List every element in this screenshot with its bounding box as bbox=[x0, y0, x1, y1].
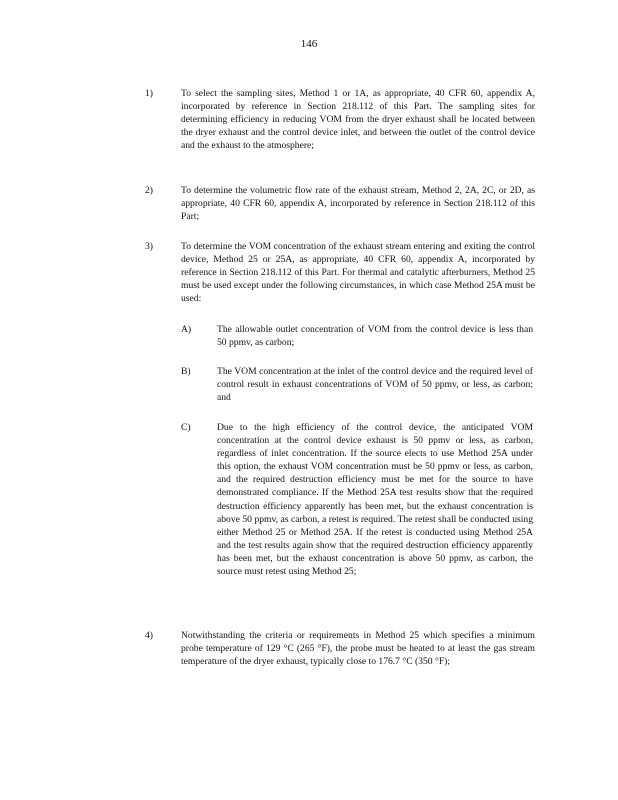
sub-item-c bbox=[181, 421, 533, 578]
list-item-4 bbox=[145, 629, 535, 668]
sub-item-text: Due to the high efficiency of the control device, the anticipated VOM concentration at the control device exhaust is 50 ppmv or less, as carbon, regardless of inlet concentration. If the source elects to use Method 25A under this option, the exhaust VOM concentration must be 50 ppmv or less, as carbon, and the required destruction efficiency must be met for the source to have demonstrated compliance. If the Method 25A test results show that the required destruction efficiency apparently has been met, but the exhaust concentration is above 50 ppmv, as carbon, a retest is required. The retest shall be conducted using either Method 25 or Method 25A. If the retest is conducted using Method 25A and the test results again show that the required destruction efficiency apparently has been met, but the exhaust concentration is above 50 ppmv, as carbon, the source must retest using Method 25; bbox=[217, 422, 533, 578]
item-text: Notwithstanding the criteria or requirements in Method 25 which specifies a minimum probe temperature of 129 °C (265 °F), the probe must be heated to at least the gas stream temperature of the dryer exhaust, typically close to 176.7 °C (350 °F); bbox=[181, 630, 535, 668]
item-number: 4) bbox=[145, 630, 153, 641]
item-number: 2) bbox=[145, 185, 153, 196]
sub-item-letter: A) bbox=[181, 324, 192, 335]
list-item-3 bbox=[145, 240, 535, 305]
item-text: To determine the volumetric flow rate of the exhaust stream, Method 2, 2A, 2C, or 2D, as appropriate, 40 CFR 60, appendix A, incorporated by reference in Section 218.112 of this Part; bbox=[181, 185, 535, 223]
item-number: 3) bbox=[145, 241, 153, 252]
item-text: To determine the VOM concentration of the exhaust stream entering and exiting the control device, Method 25 or 25A, as appropriate, 40 CFR 60, appendix A, incorporated by reference in Section 218.112 of this Part. For thermal and catalytic afterburners, Method 25 must be used except under the following circumstances, in which case Method 25A must be used: bbox=[181, 241, 535, 305]
sub-item-letter: B) bbox=[181, 366, 191, 377]
sub-item-text: The VOM concentration at the inlet of the control device and the required level of control result in exhaust concentrations of VOM of 50 ppmv, or less, as carbon; and bbox=[217, 366, 533, 404]
sub-item-text: The allowable outlet concentration of VOM from the control device is less than 50 ppmv, as carbon; bbox=[217, 324, 533, 349]
sub-item-letter: C) bbox=[181, 422, 191, 433]
page-number: 146 bbox=[300, 38, 318, 50]
item-text: To select the sampling sites, Method 1 or 1A, as appropriate, 40 CFR 60, appendix A, incorporated by reference in Section 218.112 of this Part. The sampling sites for determining efficiency in reducing VOM from the dryer exhaust shall be located between the dryer exhaust and the control device inlet, and between the outlet of the control device and the exhaust to the atmosphere; bbox=[181, 88, 535, 152]
list-item-2 bbox=[145, 184, 535, 223]
sub-item-a bbox=[181, 323, 533, 349]
item-number: 1) bbox=[145, 88, 153, 99]
sub-item-b bbox=[181, 365, 533, 404]
list-item-1 bbox=[145, 87, 535, 152]
